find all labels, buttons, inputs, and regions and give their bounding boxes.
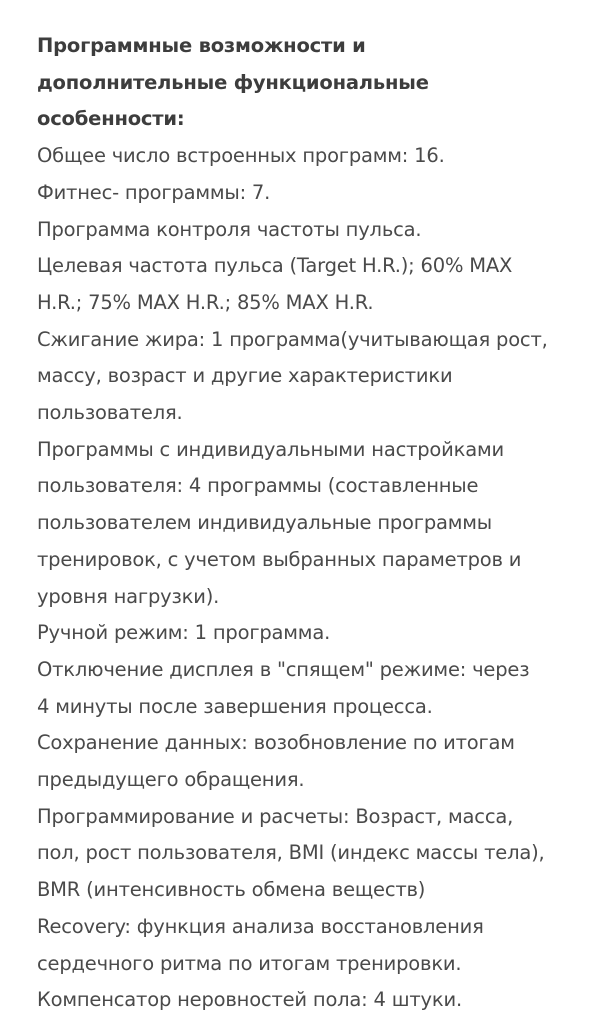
body-line: Сохранение данных: возобновление по итогам (37, 731, 515, 755)
body-line: Целевая частота пульса (Target H.R.); 60% MAX (37, 254, 513, 278)
body-line: пользователем индивидуальные программы (37, 511, 492, 535)
spec-document (37, 28, 607, 1019)
section-heading (37, 28, 607, 138)
body-line: Программы с индивидуальными настройками (37, 437, 504, 461)
body-line: H.R.; 75% MAX H.R.; 85% MAX H.R. (37, 290, 374, 314)
body-line: пользователя: 4 программы (составленные (37, 474, 479, 498)
body-line: Компенсатор неровностей пола: 4 штуки. (37, 988, 462, 1012)
heading-line: особенности: (37, 107, 185, 131)
body-line: уровня нагрузки). (37, 584, 220, 608)
body-line: BMR (интенсивность обмена веществ) (37, 878, 426, 902)
body-line: пол, рост пользователя, BMI (индекс массы тела), (37, 841, 545, 865)
body-line: Ручной режим: 1 программа. (37, 621, 331, 645)
body-line: Сжигание жира: 1 программа(учитывающая рост, (37, 327, 548, 351)
body-line: сердечного ритма по итогам тренировки. (37, 951, 462, 975)
body-line: массу, возраст и другие характеристики (37, 364, 453, 388)
body-line: тренировок, с учетом выбранных параметров и (37, 547, 522, 571)
body-line: Recovery: функция анализа восстановления (37, 914, 484, 938)
heading-line: дополнительные функциональные (37, 70, 429, 94)
body-line: предыдущего обращения. (37, 768, 305, 792)
heading-line: Программные возможности и (37, 34, 366, 57)
body-line: Фитнес- программы: 7. (37, 180, 271, 204)
body-line: Общее число встроенных программ: 16. (37, 144, 445, 168)
body-line: Программа контроля частоты пульса. (37, 217, 422, 241)
body-line: Отключение дисплея в "спящем" режиме: через (37, 657, 530, 681)
section-body (37, 138, 607, 1019)
body-line: 4 минуты после завершения процесса. (37, 694, 433, 718)
body-line: Программирование и расчеты: Возраст, масса, (37, 804, 514, 828)
body-line: пользователя. (37, 401, 183, 425)
